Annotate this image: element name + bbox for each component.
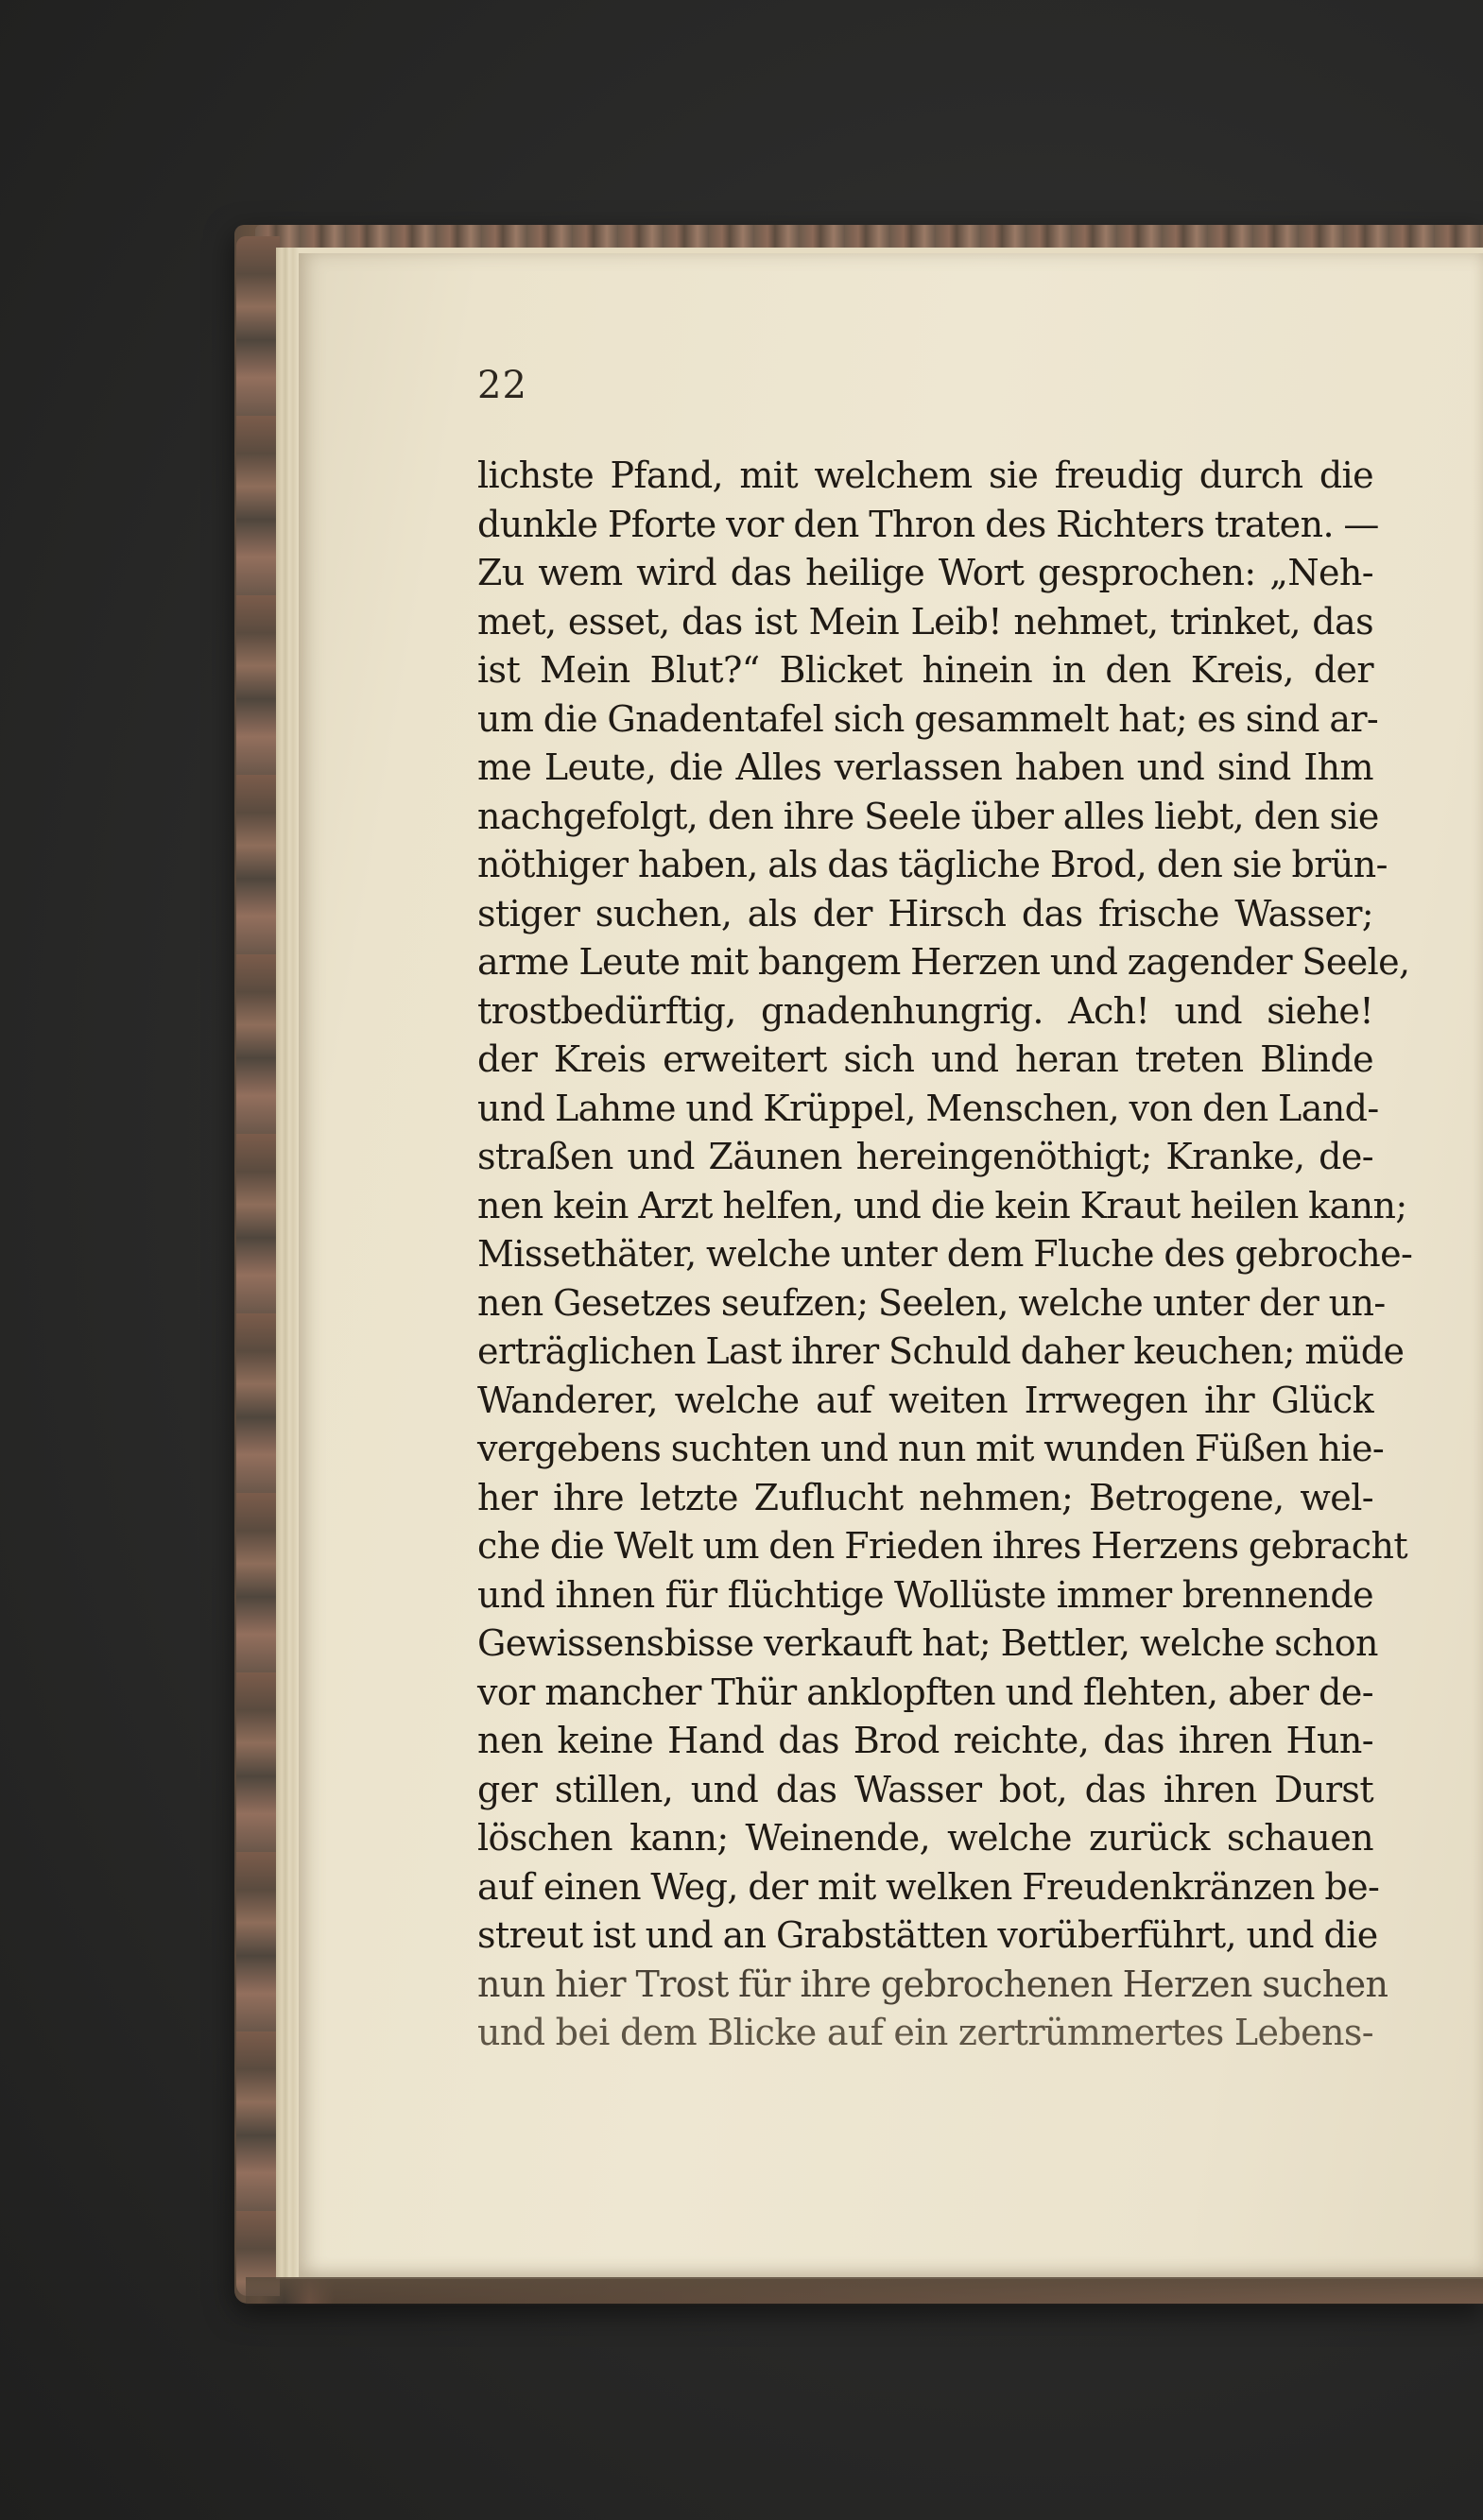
text-line: stiger suchen, als der Hirsch das frische Wasser; xyxy=(477,892,1373,934)
text-line: und bei dem Blicke auf ein zertrümmertes Lebens- xyxy=(477,2012,1373,2053)
page-text-block xyxy=(477,452,1413,2058)
text-line: Wanderer, welche auf weiten Irrwegen ihr Glück xyxy=(477,1379,1373,1421)
text-line: nen keine Hand das Brod reichte, das ihren Hun- xyxy=(477,1720,1373,1761)
text-line: der Kreis erweitert sich und heran treten Blinde xyxy=(477,1038,1373,1080)
text-line: straßen und Zäunen hereingenöthigt; Kranke, de- xyxy=(477,1136,1373,1177)
page-bottom-edge xyxy=(246,2277,1483,2306)
text-line: Missethäter, welche unter dem Fluche des gebroche- xyxy=(477,1233,1413,1275)
text-line: und ihnen für flüchtige Wollüste immer brennende xyxy=(477,1573,1373,1616)
text-line: lichste Pfand, mit welchem sie freudig durch die xyxy=(477,454,1373,496)
text-line: nen Gesetzes seufzen; Seelen, welche unter der un- xyxy=(477,1281,1386,1324)
text-line: vergebens suchten und nun mit wunden Füßen hie- xyxy=(477,1428,1385,1469)
text-line: erträglichen Last ihrer Schuld daher keuchen; müde xyxy=(477,1330,1405,1372)
text-line: nen kein Arzt helfen, und die kein Kraut heilen kann; xyxy=(477,1184,1407,1226)
text-line: löschen kann; Weinende, welche zurück schauen xyxy=(477,1817,1373,1859)
text-line: nachgefolgt, den ihre Seele über alles liebt, den sie xyxy=(477,795,1379,837)
text-line: Zu wem wird das heilige Wort gesprochen: „Neh- xyxy=(477,552,1373,593)
text-line: her ihre letzte Zuflucht nehmen; Betrogene, wel- xyxy=(477,1476,1373,1518)
text-line: ist Mein Blut?“ Blicket hinein in den Kreis, der xyxy=(477,649,1373,691)
text-line: trostbedürftig, gnadenhungrig. Ach! und siehe! xyxy=(477,989,1373,1032)
text-line: und Lahme und Krüppel, Menschen, von den Land- xyxy=(477,1087,1379,1129)
text-line: ger stillen, und das Wasser bot, das ihren Durst xyxy=(477,1768,1373,1810)
text-line: vor mancher Thür anklopften und flehten, aber de- xyxy=(477,1671,1373,1713)
text-line: che die Welt um den Frieden ihres Herzens gebracht xyxy=(477,1525,1408,1567)
text-line: arme Leute mit bangem Herzen und zagender Seele, xyxy=(477,941,1410,983)
book-spine-edge xyxy=(236,236,280,2296)
text-line: dunkle Pforte vor den Thron des Richters traten. — xyxy=(477,503,1379,545)
text-line: Gewissensbisse verkauft hat; Bettler, welche schon xyxy=(477,1622,1378,1664)
text-line: met, esset, das ist Mein Leib! nehmet, trinket, das xyxy=(477,600,1373,643)
text-line: streut ist und an Grabstätten vorüberführt, und die xyxy=(477,1914,1378,1956)
text-line: um die Gnadentafel sich gesammelt hat; es sind ar- xyxy=(477,697,1379,740)
text-line: nöthiger haben, als das tägliche Brod, den sie brün- xyxy=(477,844,1388,885)
text-line: auf einen Weg, der mit welken Freudenkränzen be- xyxy=(477,1865,1380,1908)
page-number: 22 xyxy=(477,364,527,407)
text-line: me Leute, die Alles verlassen haben und sind Ihm xyxy=(477,746,1373,788)
text-line: nun hier Trost für ihre gebrochenen Herzen suchen xyxy=(477,1963,1388,2005)
